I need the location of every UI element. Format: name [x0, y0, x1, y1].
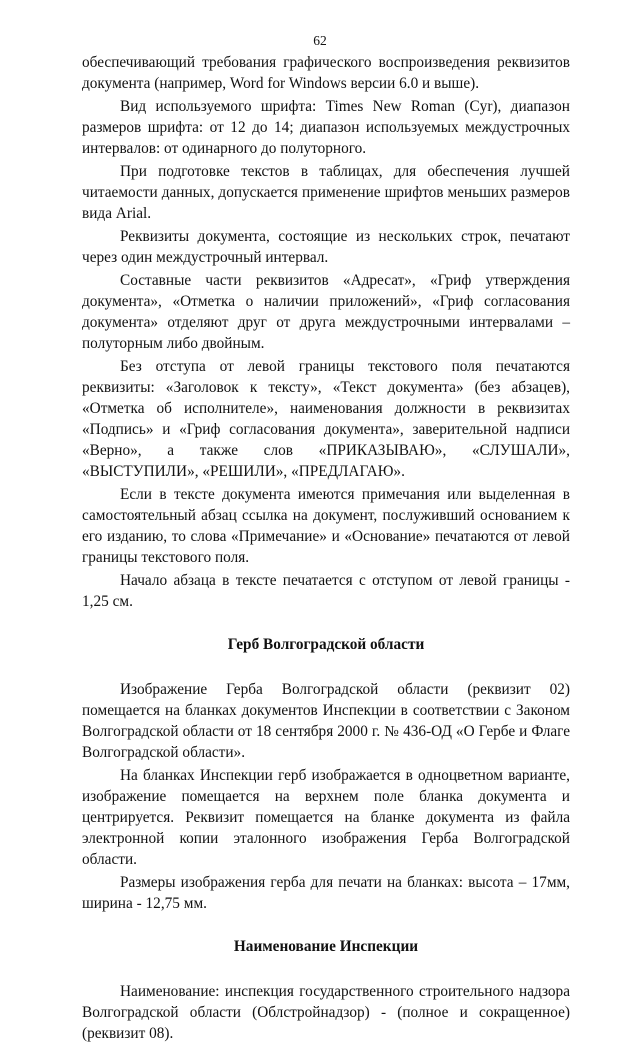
body-paragraph: Начало абзаца в тексте печатается с отступом от левой границы - 1,25 см. — [82, 572, 570, 610]
body-paragraph: Без отступа от левой границы текстового поля печатаются реквизиты: «Заголовок к тексту», «Текст документа» (без абзацев), «Отметка об исполнителе», наименования должности в реквизитах «Подпись» и «Гриф согласования документа», заверительной надписи «Верно», а также слов «ПРИКАЗЫВАЮ», «СЛУШАЛИ», «ВЫСТУПИЛИ», «РЕШИЛИ», «ПРЕДЛАГАЮ». — [82, 358, 570, 480]
body-paragraph: Если в тексте документа имеются примечания или выделенная в самостоятельный абзац ссылка на документ, послуживший основанием к его изданию, то слова «Примечание» и «Основание» печатаются от левой границы текстового поля. — [82, 486, 570, 566]
name-paragraph: Наименование: инспекция государственного строительного надзора Волгоградской области (Облстройнадзор) - (полное и сокращенное) (реквизит 08). — [82, 983, 570, 1042]
section-heading-coat-of-arms: Герб Волгоградской области — [227, 636, 425, 653]
coat-paragraph: Изображение Герба Волгоградской области (реквизит 02) помещается на бланках документов Инспекции в соответствии с Законом Волгоградской области от 18 сентября 2000 г. № 436-ОД «О Гербе и Флаге Волгоградской области». — [82, 681, 570, 761]
coat-paragraph: Размеры изображения герба для печати на бланках: высота – 17мм, ширина - 12,75 мм. — [82, 874, 570, 912]
section-heading-inspection-name: Наименование Инспекции — [233, 938, 419, 955]
body-paragraph: Составные части реквизитов «Адресат», «Гриф утверждения документа», «Отметка о наличии приложений», «Гриф согласования документа» отделяют друг от друга междустрочными интервалами – полуторным либо двойным. — [82, 272, 570, 352]
page-number: 62 — [313, 33, 327, 48]
body-paragraph: Реквизиты документа, состоящие из нескольких строк, печатают через один междустрочный интервал. — [82, 228, 570, 266]
body-paragraph: Вид используемого шрифта: Times New Roman (Cyr), диапазон размеров шрифта: от 12 до 14; диапазон используемых междустрочных интервалов: от одинарного до полуторного. — [82, 98, 570, 157]
document-body — [82, 52, 570, 1046]
body-paragraph: обеспечивающий требования графического воспроизведения реквизитов документа (например, Word for Windows версии 6.0 и выше). — [82, 54, 570, 92]
body-paragraph: При подготовке текстов в таблицах, для обеспечения лучшей читаемости данных, допускается применение шрифтов меньших размеров вида Arial. — [82, 163, 570, 222]
coat-paragraph: На бланках Инспекции герб изображается в одноцветном варианте, изображение помещается на верхнем поле бланка документа и центрируется. Реквизит помещается на бланке документа из файла электронной копии эталонного изображения Герба Волгоградской области. — [82, 767, 570, 868]
